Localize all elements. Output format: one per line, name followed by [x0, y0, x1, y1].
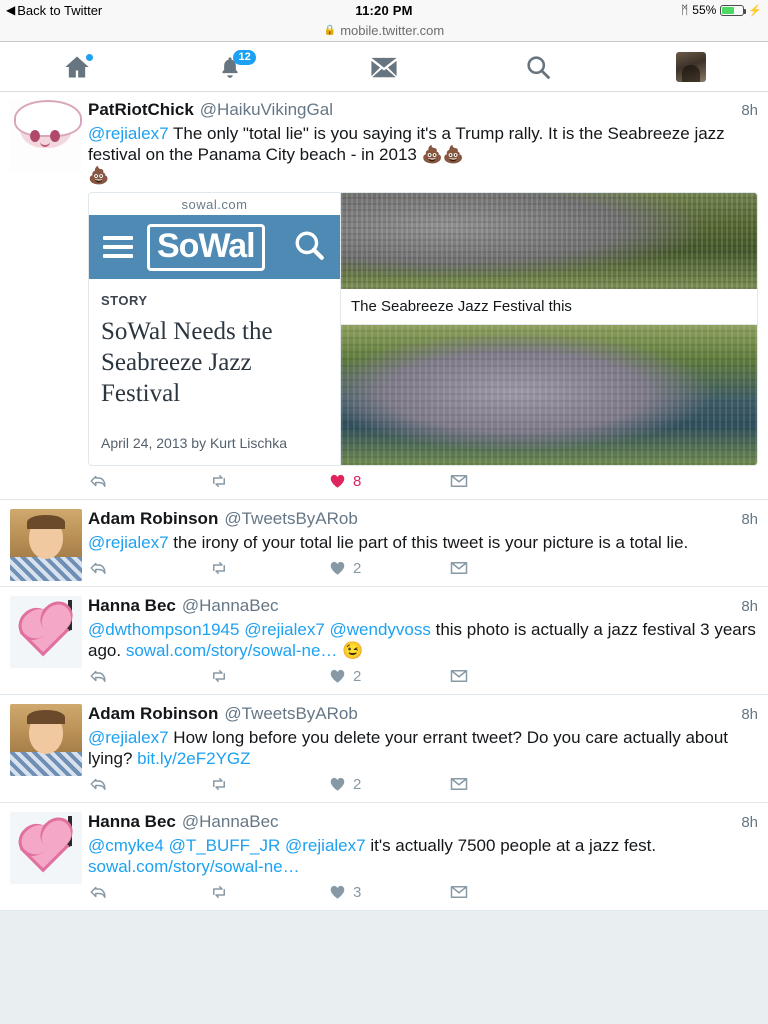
- tweet-actions: [88, 466, 758, 496]
- tweet-avatar-column[interactable]: [10, 596, 88, 691]
- tweet-author-handle[interactable]: @HannaBec: [181, 812, 279, 831]
- mention-link[interactable]: @dwthompson1945: [88, 620, 240, 639]
- heart-icon: [328, 472, 347, 490]
- heart-icon: [328, 883, 347, 901]
- tweet-author-handle[interactable]: @HaikuVikingGal: [199, 100, 333, 119]
- heart-icon: [328, 667, 347, 685]
- back-caret-icon: ◀: [6, 3, 16, 17]
- home-unread-dot: [86, 54, 93, 61]
- retweet-button[interactable]: [208, 559, 328, 577]
- share-button[interactable]: [448, 472, 568, 490]
- nav-messages[interactable]: [307, 42, 461, 91]
- poop-emoji: 💩: [88, 166, 110, 185]
- tweet-actions: [88, 553, 758, 583]
- tweet-body-text: it's actually 7500 people at a jazz fest.: [365, 836, 657, 855]
- like-button[interactable]: [328, 667, 448, 685]
- card-site-header: [89, 215, 340, 279]
- twitter-nav-bar: [0, 42, 768, 92]
- nav-profile[interactable]: [614, 42, 768, 91]
- like-count: 8: [353, 472, 362, 490]
- reply-icon: [88, 775, 108, 793]
- retweet-icon: [208, 559, 230, 577]
- mention-link[interactable]: @cmyke4: [88, 836, 164, 855]
- tweet-actions: [88, 769, 758, 799]
- wink-emoji: 😉: [342, 641, 364, 660]
- like-button[interactable]: [328, 472, 448, 490]
- sowal-logo: SoWal: [147, 224, 265, 271]
- retweet-button[interactable]: [208, 775, 328, 793]
- tweet-body-text: The only "total lie" is you saying it's a Trump rally. It is the Seabreeze jazz festival on the Panama City beach - in 2013: [88, 124, 725, 164]
- avatar[interactable]: [10, 812, 82, 884]
- search-icon: [524, 53, 552, 81]
- url-text: mobile.twitter.com: [340, 23, 445, 38]
- tweet-author-name[interactable]: Adam Robinson: [88, 704, 219, 723]
- retweet-button[interactable]: [208, 667, 328, 685]
- tweet-text: [88, 727, 758, 769]
- retweet-icon: [208, 472, 230, 490]
- heart-icon: [328, 775, 347, 793]
- tweet-body-text: How long before you delete your errant tweet? Do you care actually about lying?: [88, 728, 729, 768]
- tweet-body-text: the irony of your total lie part of this tweet is your picture is a total lie.: [168, 533, 689, 552]
- tweet-timestamp[interactable]: 8h: [741, 814, 758, 831]
- browser-url-bar[interactable]: [0, 20, 768, 42]
- avatar[interactable]: [10, 100, 82, 172]
- tweet-header: [88, 596, 758, 617]
- reply-button[interactable]: [88, 472, 208, 490]
- tweet-text: [88, 619, 758, 661]
- reply-button[interactable]: [88, 775, 208, 793]
- like-button[interactable]: [328, 775, 448, 793]
- link-preview-card[interactable]: [88, 192, 758, 466]
- card-site-crop: sowal.com: [89, 193, 340, 215]
- retweet-icon: [208, 883, 230, 901]
- tweet-item[interactable]: [0, 695, 768, 803]
- battery-icon: [720, 5, 744, 16]
- mention-link[interactable]: @rejialex7: [88, 533, 169, 552]
- tweet-item[interactable]: [0, 803, 768, 911]
- tweet-actions: [88, 877, 758, 907]
- nav-home[interactable]: [0, 42, 154, 91]
- charging-bolt-icon: ⚡: [748, 4, 762, 17]
- retweet-button[interactable]: [208, 472, 328, 490]
- lock-icon: 🔒: [323, 25, 337, 36]
- avatar[interactable]: [10, 509, 82, 581]
- card-kicker: STORY: [101, 293, 148, 308]
- card-body: [89, 279, 340, 461]
- tweet-avatar-column[interactable]: [10, 812, 88, 907]
- tweet-author-handle[interactable]: @TweetsByARob: [224, 704, 358, 723]
- like-count: 3: [353, 883, 362, 901]
- envelope-icon: [448, 883, 470, 901]
- avatar[interactable]: [10, 704, 82, 776]
- reply-button[interactable]: [88, 883, 208, 901]
- external-link[interactable]: sowal.com/story/sowal-ne…: [125, 641, 338, 660]
- back-to-twitter-label: Back to Twitter: [17, 2, 103, 18]
- tweet-text: [88, 123, 758, 186]
- external-link[interactable]: bit.ly/2eF2YGZ: [137, 749, 251, 768]
- hamburger-menu-icon[interactable]: [103, 231, 133, 263]
- nav-search[interactable]: [461, 42, 615, 91]
- card-byline: April 24, 2013 by Kurt Lischka: [101, 435, 287, 451]
- tweet-header: [88, 812, 758, 833]
- tweet-avatar-column[interactable]: [10, 509, 88, 583]
- tweet-timestamp[interactable]: 8h: [741, 102, 758, 119]
- tweet-item[interactable]: [0, 500, 768, 587]
- like-button[interactable]: [328, 883, 448, 901]
- tweet-item[interactable]: [0, 587, 768, 695]
- share-button[interactable]: [448, 775, 568, 793]
- tweet-header: [88, 704, 758, 725]
- reply-icon: [88, 472, 108, 490]
- mention-link[interactable]: @rejialex7: [285, 836, 366, 855]
- nav-notifications[interactable]: [154, 42, 308, 91]
- reply-button[interactable]: [88, 667, 208, 685]
- reply-icon: [88, 667, 108, 685]
- tweet-author-name[interactable]: PatRiotChick: [88, 100, 194, 119]
- like-count: 2: [353, 775, 362, 793]
- tweet-avatar-column[interactable]: [10, 100, 88, 496]
- envelope-icon: [448, 775, 470, 793]
- tweet-item[interactable]: [0, 92, 768, 500]
- search-icon[interactable]: [292, 228, 326, 267]
- like-count: 2: [353, 667, 362, 685]
- retweet-icon: [208, 667, 230, 685]
- mention-link[interactable]: @rejialex7: [88, 728, 169, 747]
- share-button[interactable]: [448, 667, 568, 685]
- ios-status-bar: [0, 0, 768, 20]
- share-button[interactable]: [448, 559, 568, 577]
- battery-percent-label: 55%: [692, 3, 717, 17]
- festival-photo-top: [341, 193, 757, 289]
- tweet-text: [88, 835, 758, 877]
- share-button[interactable]: [448, 883, 568, 901]
- avatar: [676, 52, 706, 82]
- tweet-author-name[interactable]: Adam Robinson: [88, 509, 219, 528]
- envelope-icon: [368, 53, 400, 81]
- tweet-actions: [88, 661, 758, 691]
- timeline[interactable]: [0, 92, 768, 1024]
- envelope-icon: [448, 559, 470, 577]
- festival-photo-bottom: [341, 325, 757, 465]
- tweet-author-handle[interactable]: @HannaBec: [181, 596, 279, 615]
- external-link[interactable]: sowal.com/story/sowal-ne…: [88, 857, 300, 876]
- bluetooth-icon: ᛗ: [681, 3, 689, 17]
- tweet-author-name[interactable]: Hanna Bec: [88, 596, 176, 615]
- tweet-timestamp[interactable]: 8h: [741, 598, 758, 615]
- card-title: SoWal Needs the Seabreeze Jazz Festival: [101, 318, 273, 407]
- tweet-timestamp[interactable]: 8h: [741, 511, 758, 528]
- mention-link[interactable]: @rejialex7: [244, 620, 325, 639]
- envelope-icon: [448, 667, 470, 685]
- notifications-badge: 12: [233, 50, 255, 65]
- retweet-icon: [208, 775, 230, 793]
- tweet-timestamp[interactable]: 8h: [741, 706, 758, 723]
- reply-button[interactable]: [88, 559, 208, 577]
- tweet-author-handle[interactable]: @TweetsByARob: [224, 509, 358, 528]
- reply-icon: [88, 883, 108, 901]
- mention-link[interactable]: @wendyvoss: [329, 620, 431, 639]
- card-right-column: [341, 193, 757, 465]
- tweet-header: [88, 100, 758, 121]
- tweet-header: [88, 509, 758, 530]
- retweet-button[interactable]: [208, 883, 328, 901]
- status-clock: 11:20 PM: [355, 2, 413, 18]
- mention-link[interactable]: @rejialex7: [88, 124, 169, 143]
- card-left-column: [89, 193, 341, 465]
- tweet-body-text: this photo is actually a jazz festival 3 years ago.: [88, 620, 756, 660]
- like-count: 2: [353, 559, 362, 577]
- tweet-text: [88, 532, 758, 553]
- poop-emoji: 💩💩: [421, 145, 464, 164]
- tweet-author-name[interactable]: Hanna Bec: [88, 812, 176, 831]
- envelope-icon: [448, 472, 470, 490]
- reply-icon: [88, 559, 108, 577]
- card-photo-caption: The Seabreeze Jazz Festival this: [341, 289, 757, 325]
- like-button[interactable]: [328, 559, 448, 577]
- mention-link[interactable]: @T_BUFF_JR: [168, 836, 281, 855]
- heart-icon: [328, 559, 347, 577]
- tweet-avatar-column[interactable]: [10, 704, 88, 799]
- avatar[interactable]: [10, 596, 82, 668]
